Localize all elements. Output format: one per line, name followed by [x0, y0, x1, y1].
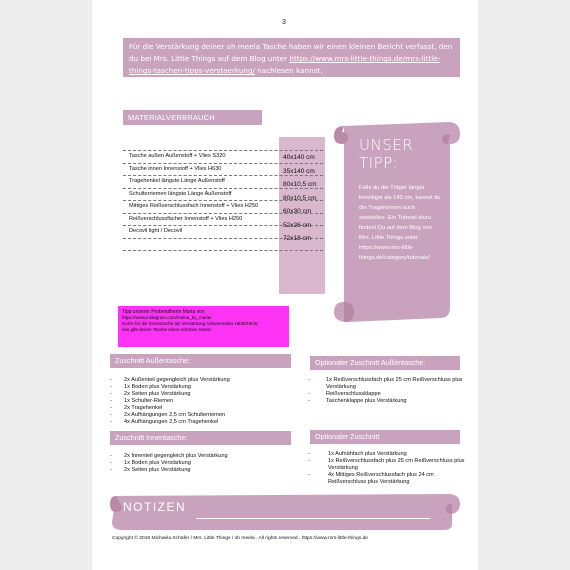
- list-item: - 2x Aufhängungen 2,5 cm Schulterriemen: [110, 412, 226, 418]
- list-item: - 2x Außenteil gegengleich plus Verstärkung: [110, 377, 230, 383]
- material-heading: MATERIALVERBRAUCH: [123, 110, 262, 125]
- material-name: Tasche außen Außenstoff + Vlies S320: [129, 153, 226, 159]
- section-header-optional-outer: Optionaler Zuschnitt Außentasche:: [310, 356, 460, 370]
- intro-box: [123, 38, 460, 77]
- list-item: - 1x Reißverschlussfach plus 25 cm Reißverschluss plus Verstärkung: [308, 458, 465, 471]
- list-item: - 4x Aufhängungen 2,5 cm Tragehenkel: [110, 419, 219, 425]
- material-sizes: [283, 150, 327, 245]
- material-size: 72x18 cm: [283, 235, 312, 242]
- tester-tip-line: Nutze für die Innentasche als Verstärkung Volumenvlies H630/H640,: [122, 321, 259, 326]
- list-item: - 1x Reißverschlussfach plus 25 cm Reißverschluss plus Verstärkung: [308, 377, 463, 390]
- list-item: - Taschenklappe plus Verstärkung: [308, 398, 407, 404]
- material-row: [123, 250, 323, 253]
- tip-title: [359, 136, 413, 172]
- tester-tip-link[interactable]: https://www.instagram.com/meina_by_maria/: [122, 315, 212, 320]
- tip-title-line-2: TIPP:: [359, 154, 399, 172]
- material-name: Schulterriemen längste Länge Außenstoff: [129, 190, 232, 197]
- blog-link[interactable]: https://www.mrs-little-things.de/mrs-little-things-taschen-tipps-verstaerkung/: [129, 54, 441, 75]
- notes-title: NOTIZEN: [123, 500, 187, 514]
- list-item: - 4x Mittiges Reißverschlussfach plus 24 cm Reißverschluss plus Verstärkung: [308, 472, 434, 485]
- material-name: Mittiges Reißverschlussfach Innenstoff + Vlies H250: [129, 203, 259, 209]
- material-size: 80x10,5 cm: [283, 194, 317, 202]
- notes-line: [196, 518, 430, 519]
- material-size: 80x10,5 cm: [283, 181, 317, 188]
- list-item: - 2x Seiten plus Verstärkung: [110, 467, 191, 473]
- optional-outer-list: [308, 377, 468, 405]
- inner-cut-list: [110, 453, 290, 474]
- section-header-optional: Optionaler Zuschnitt: [310, 430, 460, 444]
- section-header-outer-cut: Zuschnitt Außentasche:: [110, 354, 291, 368]
- section-header-inner-cut: Zuschnitt Innentasche:: [110, 431, 291, 445]
- material-name: Tasche innen Innenstoff + Vlies H630: [129, 165, 222, 172]
- tester-tip-line: Tipp unserer Probenäherin Maria von: [122, 309, 205, 315]
- tester-tip-box: [118, 306, 289, 347]
- list-item: - 2x Innenteil gegengleich plus Verstärkung: [110, 453, 228, 459]
- tester-tip-line: das gibt deiner Tasche einen schönen Stand.: [122, 327, 212, 332]
- material-size: 52x26 cm: [283, 221, 312, 229]
- list-item: - 1x Boden plus Verstärkung: [110, 384, 191, 390]
- intro-after: nachlesen kannst.: [254, 66, 323, 75]
- page-number: 3: [282, 19, 286, 26]
- tip-text: Falls du die Träger länger benötigst als 140 cm, kannst du die Trageriemen auch zweiteilen. Ein Tutorial dazu findest Du auf dem Blog von Mrs. Little Things unter https://www.mrs-little-things.de/category/tutorials/: [359, 185, 441, 261]
- tip-title-line-1: UNSER: [359, 136, 414, 154]
- material-size: 35x140 cm: [283, 167, 315, 175]
- list-item: - 2x Seiten plus Verstärkung: [110, 391, 191, 397]
- outer-cut-list: [110, 377, 290, 426]
- list-item: - 1x Aufnähfach plus Verstärkung: [308, 451, 407, 457]
- material-size: 60x30 cm: [283, 208, 312, 215]
- list-item: - 1x Schulter-Riemen: [110, 398, 174, 404]
- material-size: 40x140 cm: [283, 154, 315, 161]
- optional-list: [308, 451, 468, 486]
- material-name: Decovil light / Decovil: [129, 228, 183, 234]
- intro-text: Für die Verstärkung deiner oh meela Tasche haben wir einen kleinen Bericht verfasst, den du bei Mrs. Little Things auf dem Blog unter: [129, 42, 453, 63]
- list-item: - 2x Tragehenkel: [110, 405, 163, 411]
- copyright-footer: Copyright © 2019 Michaela Schäfer / Mrs. Little Things / oh meela . All rights reserved . https://www.mrs-little-things.de: [112, 536, 369, 541]
- material-name: Tragehenkel längste Länge Außenstoff: [129, 178, 225, 184]
- list-item: - 1x Boden plus Verstärkung: [110, 460, 191, 466]
- material-name: Reißverschlussfächer Innenstoff + Vlies H250: [129, 215, 243, 222]
- list-item: - Reißverschlussklappe: [308, 391, 381, 397]
